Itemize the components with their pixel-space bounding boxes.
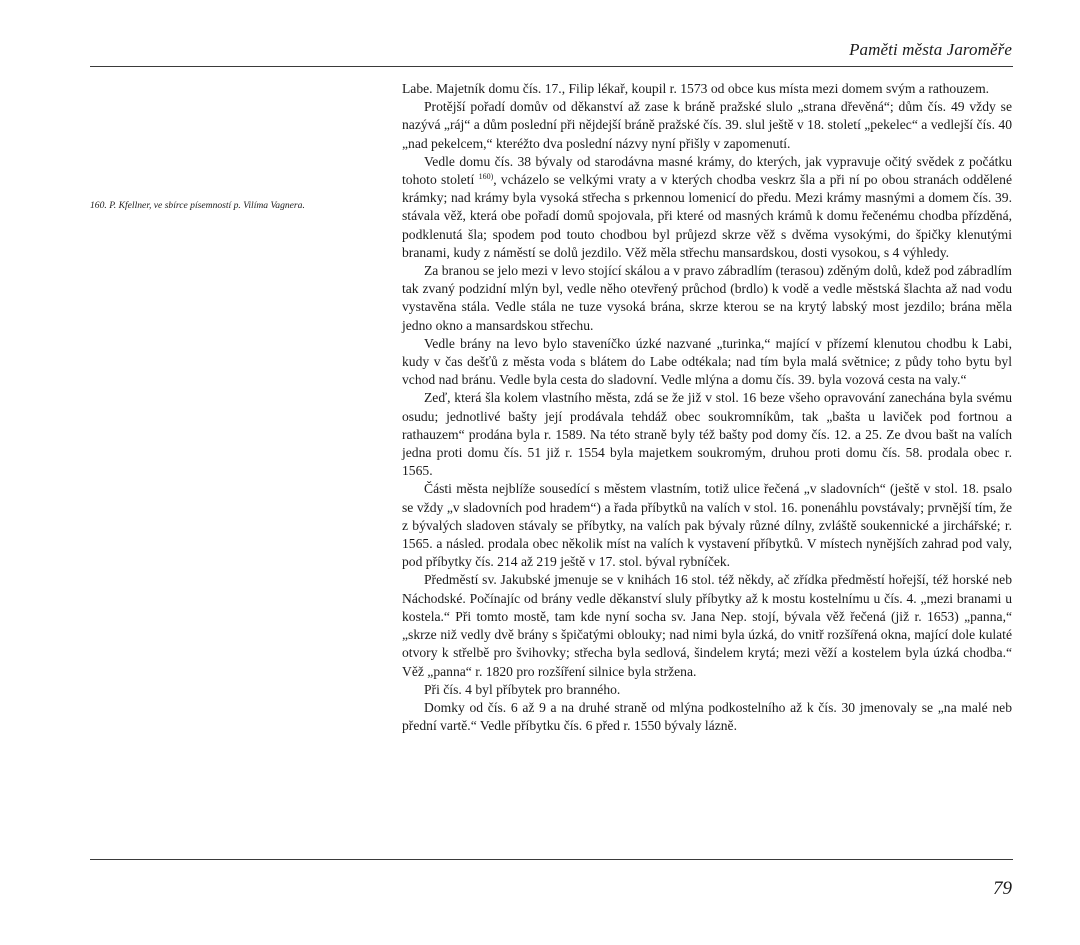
paragraph: Při čís. 4 byl příbytek pro branného. (424, 681, 621, 697)
paragraph: Domky od čís. 6 až 9 a na druhé straně od mlýna podkostelního až k čís. 30 jmenovaly se „na malé neb přední vartě.“ Vedle příbytku čís. 6 před r. 1550 bývaly lázně. (402, 699, 1012, 734)
header-rule (90, 66, 1013, 67)
paragraph: Zeď, která šla kolem vlastního města, zdá se že již v stol. 16 beze všeho opravování zanechána byla svému osudu; jednotlivé bašty její prodávala tehdáž obec soukromníkům, tak „bašta u laviček pod fortnou a rathauzem“ prodána byla r. 1589. Na této straně byly též bašty pod domy čís. 12. a 25. Ze dvou bašt na valích jedna proti domu čís. 51 již r. 1554 byla majetkem soukromým, druhou proti domu čís. 58. prodala obec r. 1565. (402, 390, 1012, 479)
paragraph: Protější pořadí domův od děkanství až zase k bráně pražské slulo „strana dřevěná“; dům čís. 49 vždy se nazývá „ráj“ a dům poslední při nějdejší bráně pražské čís. 39. slul ještě v 18. století „pekelec“ a vedlejší čís. 40 „nad pekelcem,“ kteréžto dva poslední názvy nyní přišly v zapomenutí. (402, 99, 1012, 151)
paragraph-text: , vcházelo se velkými vraty a v kterých chodba veskrz šla a při ní po obou stranách oddělené krámky; nad krámy byla vysoká střecha s prkennou lomenicí do předu. Mezi krámy masnými a domem čís. 39. stávala věž, která obe pořadí domů spojovala, při které od masných krámů k domu řečenému chodba přízděná, podklenutá šla; spodem pod touto chodbou byl průjezd skrze věž s dvěma vysokými, do špičky klenutými branami, kudy z náměstí se dolů jezdilo. Věž měla střechu mansardskou, dosti vysokou, s 4 výhledy. (402, 172, 1012, 260)
paragraph: Vedle brány na levo bylo staveníčko úzké nazvané „turinka,“ mající v přízemí klenutou chodbu k Labi, kudy v čas dešťů z města voda s blátem do Labe odtékala; nad tím byla malá světnice; z půdy toho bytu byl vchod nad bránu. Vedle byla cesta do sladovní. Vedle mlýna a domu čís. 39. byla vozová cesta na valy.“ (402, 335, 1012, 388)
paragraph-text: Vedle domu čís. 38 bývaly od starodávna masné krámy, do kterých, jak vypravuje očitý svědek z počátku tohoto století (402, 153, 1012, 188)
running-head: Paměti města Jaroměře (849, 40, 1012, 59)
footnote-reference: 160) (478, 172, 494, 182)
paragraph (402, 153, 1012, 262)
paragraph: Za branou se jelo mezi v levo stojící skálou a v pravo zábradlím (terasou) zděným dolů, kdež pod zábradlím tak zvaný podzidní mlýn byl, vedle něho otevřený průchod (brdlo) k vodě a vedle městská šlachta až nad vodu vystavěna stála. Vedle stála ne tuze vysoká brána, skrze kterou se na krytý labský most jezdilo; brána měla jedno okno a mansardskou střechu. (402, 263, 1012, 333)
paragraph: Části města nejblíže sousedící s městem vlastním, totiž ulice řečená „v sladovních“ (ještě v stol. 18. psalo se vždy „v sladovních pod hradem“) a řada příbytků na valích v stol. 16. ponenáhlu povstávaly; prvnější tím, že z bývalých sladoven stávaly se příbytky, na valích pak bývaly různé dílny, zvláště soukennické a jirchářské; r. 1565. a násled. prodala obec několik míst na valích k vystavení příbytků. V místech nynějších zahrad pod valy, pod příbytky čís. 214 až 219 ještě v 17. stol. býval rybníček. (402, 481, 1012, 570)
page-number: 79 (993, 878, 1012, 899)
paragraph: Předměstí sv. Jakubské jmenuje se v knihách 16 stol. též někdy, ač zřídka předměstí hořejší, též horské neb Náchodské. Počínajíc od brány vedle děkanství sluly příbytky až k mostu kostelnímu u čís. 4. „mezi branami u kostela.“ Při tomto mostě, tam kde nyní socha sv. Jana Nep. stojí, bývala věž řečená (již r. 1653) „panna,“ „skrze niž vedly dvě brány s špičatými oblouky; nad nimi byla úzká, do vnitř rozšířená okna, mající dole kulaté otvory k střelbě pro švihovky; střecha byla sedlová, šindelem krytá; mezi věží a kostelem byla úzká chodba.“ Věž „panna“ r. 1820 pro rozšíření silnice byla stržena. (402, 572, 1012, 679)
footer-rule (90, 859, 1013, 860)
footnote: 160. P. Kfellner, ve sbírce písemností p. Vilíma Vagnera. (90, 200, 305, 211)
main-text (402, 80, 1012, 735)
paragraph: Labe. Majetník domu čís. 17., Filip lékař, koupil r. 1573 od obce kus místa mezi domem svým a rathouzem. (402, 81, 990, 96)
